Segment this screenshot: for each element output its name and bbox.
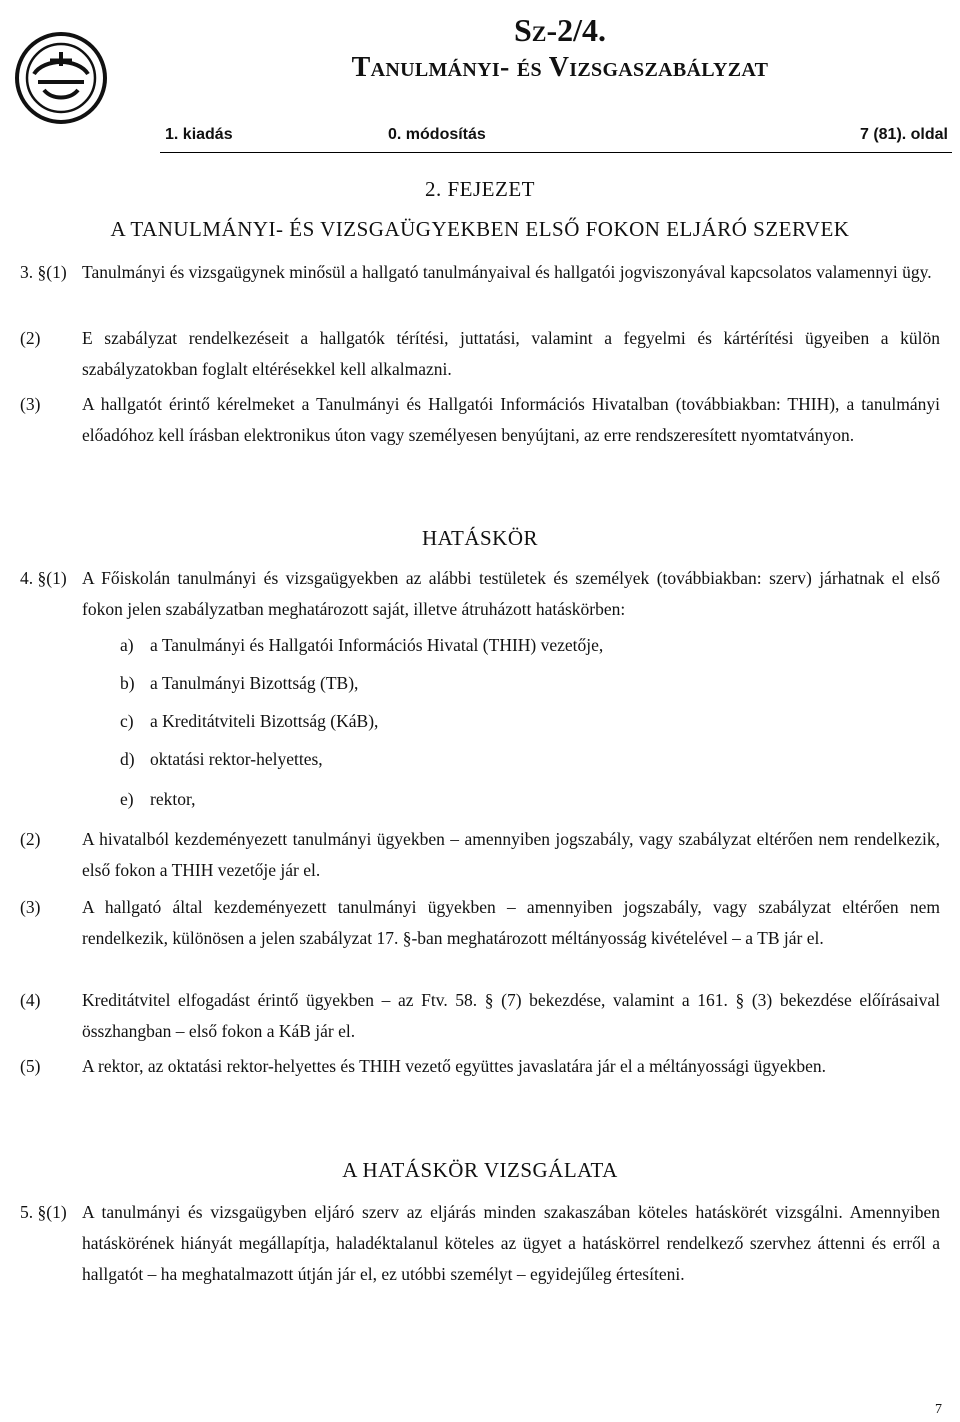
section-4-paragraph-1: A Főiskolán tanulmányi és vizsgaügyekben az alábbi testületek és személyek (továbbiakban: szerv) járhatnak el első fokon jelen szabályzatban meghatározott saját, illetve átruházott hatáskörben:: [82, 568, 940, 619]
list-item: e) rektor,: [120, 789, 196, 809]
section-3-number: 3. §(1): [20, 262, 67, 282]
edition: 1. kiadás: [165, 126, 233, 143]
section-3-paragraph-3: A hallgatót érintő kérelmeket a Tanulmányi és Hallgatói Információs Hivatalban (továbbiakban: THIH), a tanulmányi előadóhoz kell írásban elektronikus úton vagy személyesen benyújtani, az erre rendszeresített nyomtatványon.: [82, 394, 940, 445]
section-3-paragraph-2-number: (2): [20, 328, 41, 348]
page-reference: 7 (81). oldal: [859, 126, 948, 143]
header-divider: [160, 152, 952, 153]
chapter-title: A TANULMÁNYI- ÉS VIZSGAÜGYEKBEN ELSŐ FOKON ELJÁRÓ SZERVEK: [110, 217, 850, 241]
list-item: b) a Tanulmányi Bizottság (TB),: [120, 673, 359, 693]
section-4-paragraph-5-number: (5): [20, 1056, 41, 1076]
section-4-paragraph-3-number: (3): [20, 897, 41, 917]
section-4-paragraph-2: A hivatalból kezdeményezett tanulmányi ügyekben – amennyiben jogszabály, vagy szabályzat eltérően nem rendelkezik, első fokon a THIH vezetője jár el.: [82, 829, 940, 880]
section-heading-hataskor: HATÁSKÖR: [421, 526, 538, 550]
section-3-paragraph-3-number: (3): [20, 394, 41, 414]
section-5-number: 5. §(1): [20, 1202, 67, 1222]
page-number: 7: [935, 1402, 942, 1417]
section-3-paragraph-1: Tanulmányi és vizsgaügynek minősül a hallgató tanulmányaival és hallgatói jogviszonyával kapcsolatos valamennyi ügy.: [82, 262, 932, 282]
chapter-number: 2. FEJEZET: [425, 177, 535, 201]
list-item: c) a Kreditátviteli Bizottság (KáB),: [120, 711, 379, 731]
list-item: a) a Tanulmányi és Hallgatói Információs Hivatal (THIH) vezetője,: [120, 635, 604, 655]
section-4-paragraph-4: Kreditátvitel elfogadást érintő ügyekben – az Ftv. 58. § (7) bekezdése, valamint a 161. § (3) bekezdése előírásaival összhangban – első fokon a KáB jár el.: [82, 990, 940, 1041]
section-4-paragraph-5: A rektor, az oktatási rektor-helyettes és THIH vezető együttes javaslatára jár el a méltányossági ügyekben.: [82, 1056, 827, 1076]
section-4-paragraph-2-number: (2): [20, 829, 41, 849]
section-4-number: 4. §(1): [20, 568, 67, 588]
modification: 0. módosítás: [388, 126, 486, 143]
section-4-paragraph-3: A hallgató által kezdeményezett tanulmányi ügyekben – amennyiben jogszabály, vagy szabályzat eltérően nem rendelkezik, különösen a jelen szabályzat 17. §-ban meghatározott méltányosság kivételével – a TB jár el.: [82, 897, 940, 948]
section-heading-vizsgalat: A HATÁSKÖR VIZSGÁLATA: [342, 1158, 618, 1182]
list-item: d) oktatási rektor-helyettes,: [120, 749, 323, 769]
document-code: Sz-2/4.: [513, 12, 607, 48]
document-title: Tanulmányi- és Vizsgaszabályzat: [351, 52, 769, 83]
section-5-paragraph-1: A tanulmányi és vizsgaügyben eljáró szerv az eljárás minden szakaszában köteles hatáskörét vizsgálni. Amennyiben hatáskörének hiányát megállapítja, haladéktalanul köteles az ügyet a hatáskörrel rendelkező szervhez áttenni és erről a hallgatót – ha meghatalmazott útján jár el, ez utóbbi személyt – egyidejűleg értesíteni.: [82, 1202, 940, 1284]
section-4-paragraph-4-number: (4): [20, 990, 41, 1010]
section-3-paragraph-2: E szabályzat rendelkezéseit a hallgatók térítési, juttatási, valamint a fegyelmi és kártérítési ügyeiben a külön szabályzatokban foglalt eltérésekkel kell alkalmazni.: [82, 328, 940, 379]
institution-logo: [10, 30, 112, 126]
